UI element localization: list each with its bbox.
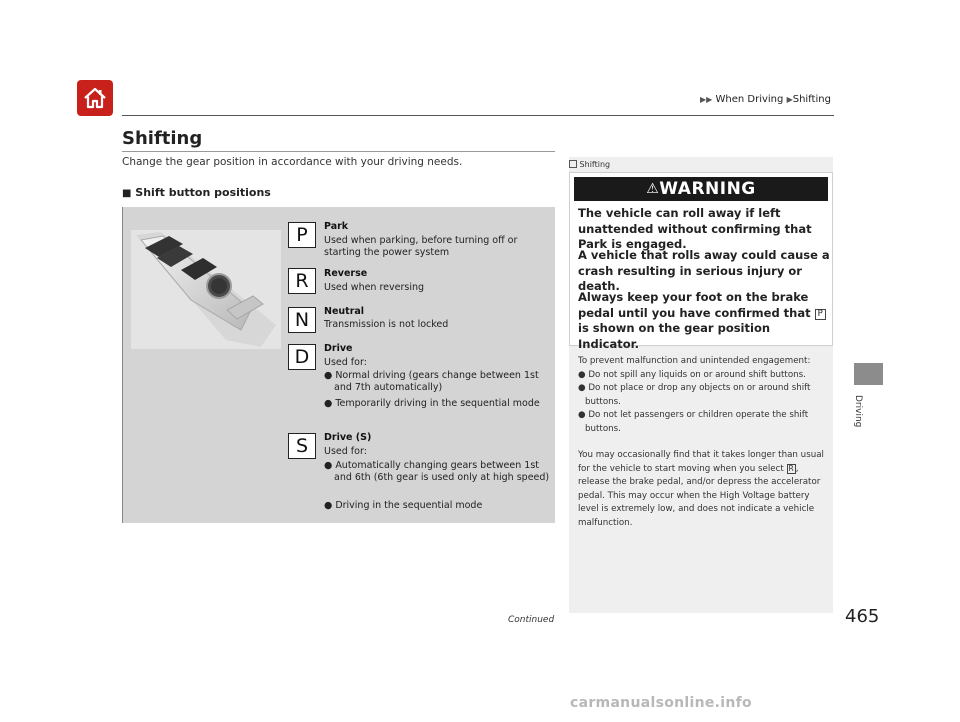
watermark: carmanualsonline.info — [570, 695, 752, 711]
page-title: Shifting — [122, 128, 203, 149]
warning-text-3: Always keep your foot on the brake pedal until you have confirmed that P is shown on the gear position Indicator. — [578, 290, 830, 352]
warning-text-1: The vehicle can roll away if left unattended without confirming that Park is engaged. — [578, 206, 812, 251]
note-bullet: ● Do not place or drop any objects on or around shift buttons. — [578, 383, 811, 407]
letter-box-p: P — [288, 222, 316, 248]
breadcrumb — [700, 94, 831, 105]
home-icon — [82, 85, 108, 111]
letter-box-n: N — [288, 307, 316, 333]
position-title-drive: Drive — [324, 343, 353, 354]
gear-r-indicator: R — [788, 463, 794, 473]
home-button[interactable] — [77, 80, 113, 116]
note-intro: To prevent malfunction and unintended engagement: — [578, 356, 811, 366]
gear-p-indicator: P — [815, 309, 826, 320]
note-bullet: ● Do not spill any liquids on or around shift buttons. — [578, 369, 806, 380]
position-desc-park-1: Used when parking, before turning off or — [324, 235, 518, 246]
warning-triangle-icon: ⚠ — [646, 181, 660, 197]
position-title-park: Park — [324, 221, 349, 232]
position-desc-neutral: Transmission is not locked — [324, 319, 449, 330]
bullet-item: ● Temporarily driving in the sequential mode — [324, 398, 540, 409]
breadcrumb-arrow-icon: ▶ — [786, 95, 793, 104]
sidebar-note — [578, 355, 826, 530]
bullet-item: ● Normal driving (gears change between 1st and 7th automatically) — [324, 370, 539, 393]
shift-button-illustration — [131, 230, 281, 349]
breadcrumb-link-when-driving[interactable]: When Driving — [715, 94, 784, 105]
letter-box-r: R — [288, 268, 316, 294]
note-marker-icon — [569, 160, 577, 168]
position-desc-drive-s: Used for: — [324, 446, 367, 457]
letter-box-s: S — [288, 433, 316, 459]
note-bullet: ● Do not let passengers or children operate the shift buttons. — [578, 410, 809, 434]
continued-label: Continued — [508, 615, 555, 625]
warning-header: ⚠WARNING — [574, 177, 828, 201]
section-square-icon: ■ — [122, 188, 132, 199]
page-number: 465 — [845, 606, 880, 627]
position-desc-drive: Used for: — [324, 357, 367, 368]
header-divider — [122, 115, 834, 116]
bullet-item: ● Automatically changing gears between 1st and 6th (6th gear is used only at high speed) — [324, 460, 550, 483]
position-title-neutral: Neutral — [324, 306, 365, 317]
position-desc-park-2: starting the power system — [324, 247, 450, 258]
chapter-label: Driving — [853, 395, 863, 428]
position-desc-reverse: Used when reversing — [324, 282, 425, 293]
position-title-drive-s: Drive (S) — [324, 432, 372, 443]
bullet-item: ● Driving in the sequential mode — [324, 500, 483, 511]
warning-text-2: A vehicle that rolls away could cause a crash resulting in serious injury or death. — [578, 248, 830, 293]
sidebar-heading: Shifting — [569, 160, 610, 169]
title-divider — [122, 151, 555, 152]
position-title-reverse: Reverse — [324, 268, 368, 279]
section-heading-text: Shift button positions — [135, 186, 271, 199]
chapter-tab[interactable] — [854, 363, 883, 385]
letter-box-d: D — [288, 344, 316, 370]
breadcrumb-arrow-icon: ▶▶ — [700, 95, 713, 104]
intro-text: Change the gear position in accordance with your driving needs. — [122, 156, 463, 168]
breadcrumb-current: Shifting — [792, 94, 831, 105]
section-heading — [122, 186, 271, 199]
note-paragraph: You may occasionally find that it takes longer than usual for the vehicle to start moving when you select R , release the brake pedal, and/or depress the accelerator pedal. This may occur when the High Voltage battery level is extremely low, and does not indicate a vehicle malfunction. — [578, 450, 824, 528]
